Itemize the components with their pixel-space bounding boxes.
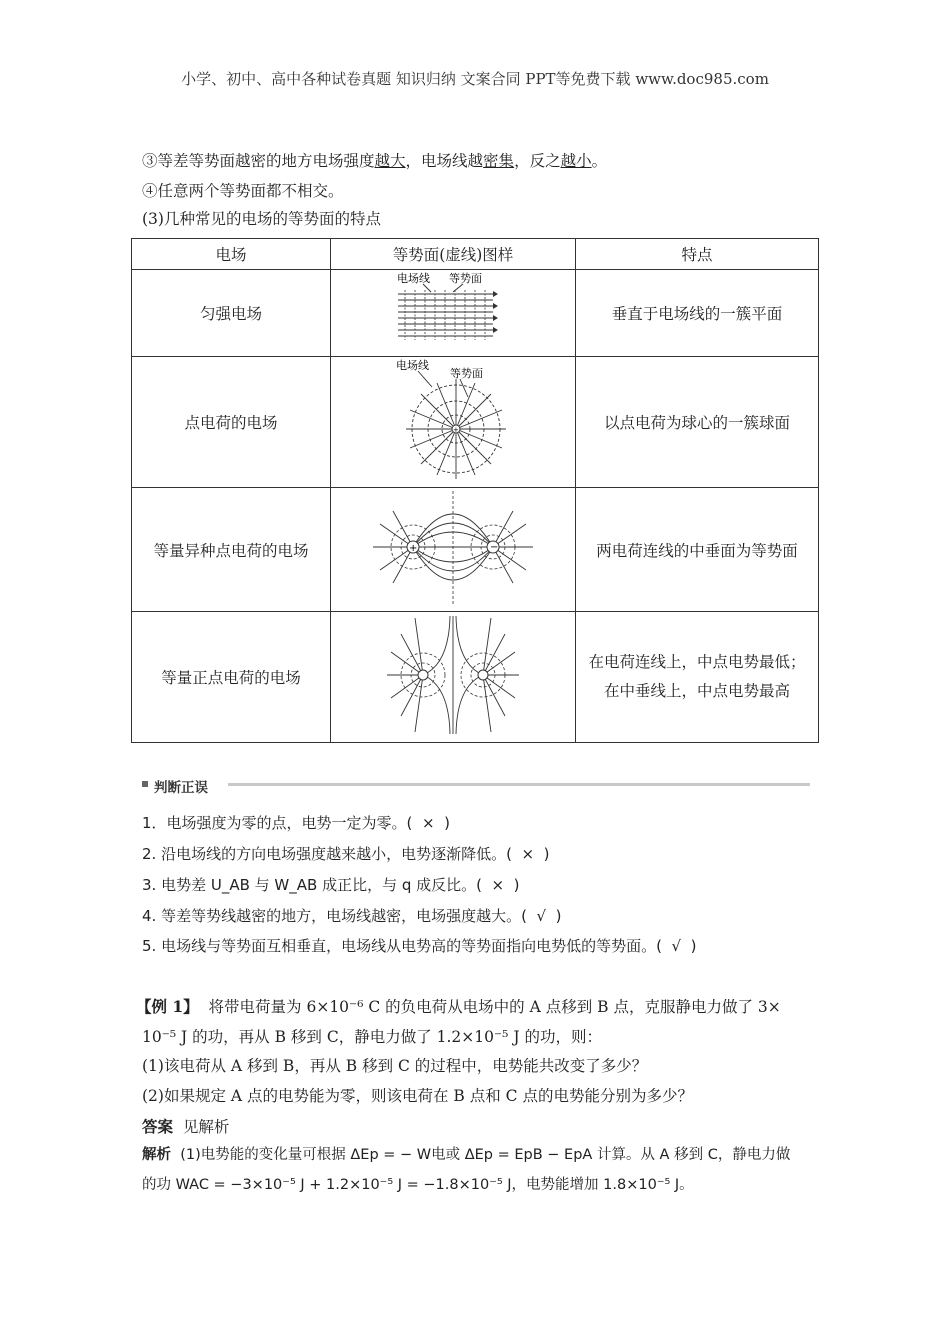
question-2: (2)如果规定 A 点的电势能为零，则该电荷在 B 点和 C 点的电势能分别为多少？ (142, 1087, 693, 1105)
analysis-line-1: 解析 (1)电势能的变化量可根据 ΔEp = − W电或 ΔEp = EpB − EpA 计算。从 A 移到 C，静电力做 (142, 1147, 791, 1163)
paragraph-section-3: (3)几种常见的电场的等势面的特点 (142, 210, 381, 228)
table-header-pattern: 等势面(虚线)图样 (331, 239, 576, 270)
table-cell-field: 点电荷的电场 (132, 357, 331, 488)
dipole-figure (331, 488, 576, 612)
table-header-field: 电场 (132, 239, 331, 270)
table-cell-field: 等量正点电荷的电场 (132, 612, 331, 743)
table-header-feature: 特点 (576, 239, 819, 270)
table-cell-feature: 以点电荷为球心的一簇球面 (576, 357, 819, 488)
like-charges-figure (331, 612, 576, 743)
table-cell-feature: 垂直于电场线的一簇平面 (576, 270, 819, 357)
page-header: 小学、初中、高中各种试卷真题 知识归纳 文案合同 PPT等免费下载 www.doc985.com (181, 70, 769, 88)
uniform-field-figure (331, 270, 576, 357)
svg-text:+: + (453, 426, 459, 434)
uniform-field-diagram (393, 270, 513, 352)
svg-text:等势面: 等势面 (450, 367, 483, 380)
table-cell-feature: 在电荷连线上，中点电势最低；在中垂线上，中点电势最高 (576, 612, 819, 743)
judge-item: 4. 等差等势线越密的地方，电场线越密，电场强度越大。( √ ) (142, 907, 562, 925)
svg-text:+: + (409, 542, 418, 554)
paragraph-3: ③等差等势面越密的地方电场强度越大，电场线越密集，反之越小。 (142, 152, 608, 170)
svg-text:电场线: 电场线 (397, 272, 430, 285)
section-marker-icon (142, 781, 148, 787)
svg-text:电场线: 电场线 (396, 359, 429, 372)
judge-item: 2. 沿电场线的方向电场强度越来越小，电势逐渐降低。( × ) (142, 845, 550, 863)
point-charge-diagram (388, 357, 518, 483)
svg-text:−: − (490, 541, 499, 553)
judge-item: 1．电场强度为零的点，电势一定为零。( × ) (142, 814, 450, 832)
example-line-1: 【例 1】 将带电荷量为 6×10⁻⁶ C 的负电荷从电场中的 A 点移到 B 点，克服静电力做了 3× (136, 997, 781, 1016)
answer-line: 答案 见解析 (142, 1117, 230, 1136)
table-cell-feature: 两电荷连线的中垂面为等势面 (576, 488, 819, 612)
analysis-line-2: 的功 WAC = −3×10⁻⁵ J + 1.2×10⁻⁵ J = −1.8×10⁻⁵ J，电势能增加 1.8×10⁻⁵ J。 (142, 1177, 694, 1193)
question-1: (1)该电荷从 A 移到 B，再从 B 移到 C 的过程中，电势能共改变了多少？ (142, 1057, 648, 1075)
like-charges-diagram (383, 612, 523, 738)
section-divider (228, 783, 810, 786)
svg-text:等势面: 等势面 (449, 272, 482, 285)
equipotential-table (131, 238, 819, 743)
table-cell-field: 匀强电场 (132, 270, 331, 357)
judge-item: 3. 电势差 U_AB 与 W_AB 成正比，与 q 成反比。( × ) (142, 876, 520, 894)
section-title: 判断正误 (154, 780, 208, 796)
dipole-diagram (368, 489, 538, 607)
example-line-2: 10⁻⁵ J 的功，再从 B 移到 C，静电力做了 1.2×10⁻⁵ J 的功，则： (142, 1028, 602, 1046)
table-cell-field: 等量异种点电荷的电场 (132, 488, 331, 612)
point-charge-figure (331, 357, 576, 488)
paragraph-4: ④任意两个等势面都不相交。 (142, 182, 344, 200)
judge-item: 5. 电场线与等势面互相垂直，电场线从电势高的等势面指向电势低的等势面。( √ ) (142, 937, 697, 955)
